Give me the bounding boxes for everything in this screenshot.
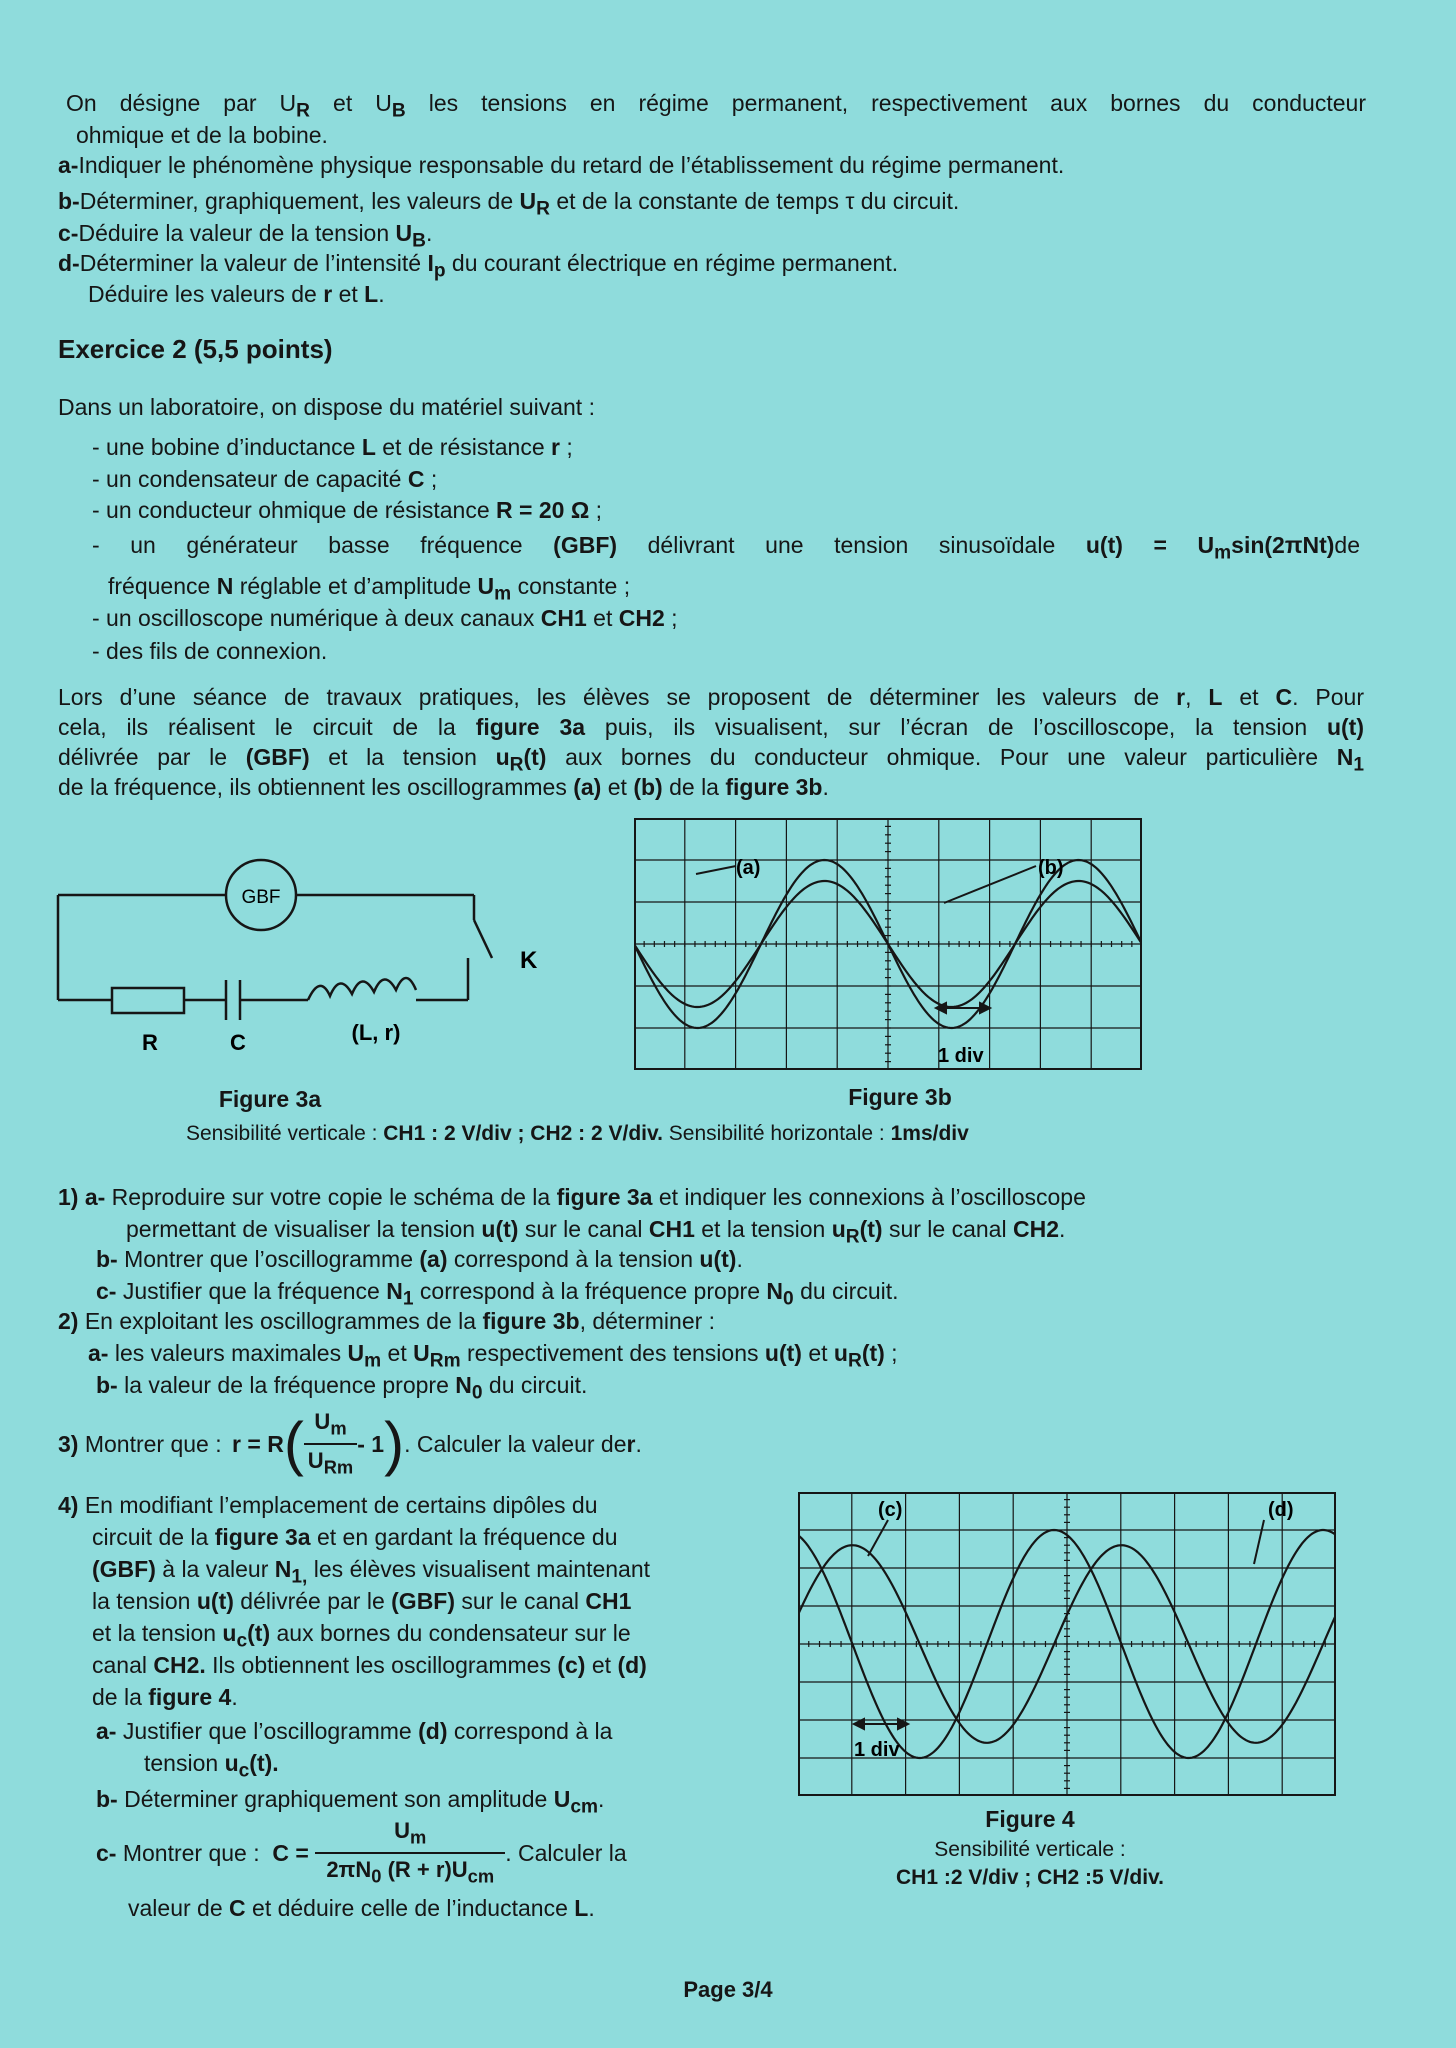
question-4b: b- Déterminer graphiquement son amplitude $U_{cm}$. [96, 1786, 605, 1818]
resistor-symbol [112, 988, 184, 1013]
figure-3b-caption: Figure 3b [848, 1084, 952, 1110]
inductor-label: (L, r) [351, 1020, 401, 1045]
question-4a-cont: tension $u_c(t)$. [144, 1750, 279, 1782]
question-2b: b- la valeur de la fréquence propre $N_0$ du circuit. [96, 1372, 588, 1404]
figure-4-sensitivity-values: CH1 :2 V/div ; CH2 :5 V/div. [895, 1866, 1164, 1889]
question-d-2: Déduire les valeurs de r et L. [88, 281, 385, 307]
question-1a-cont: permettant de visualiser la tension u(t) sur le canal CH1 et la tension $u_R(t)$ sur le canal CH2. [126, 1216, 1066, 1248]
question-b: b-Déterminer, graphiquement, les valeurs de $U_R$ et de la constante de temps τ du circuit. [58, 188, 960, 220]
figure-4-caption: Figure 4 [985, 1806, 1075, 1832]
paragraph-line: cela, ils réalisent le circuit de la figure 3a puis, ils visualisent, sur l’écran de l’oscilloscope, la tension u(t) [58, 714, 1364, 740]
question-4: 4) En modifiant l’emplacement de certains dipôles du [58, 1492, 598, 1518]
gbf-label: GBF [241, 887, 281, 908]
switch-k [474, 920, 492, 958]
page-number: Page 3/4 [683, 1977, 773, 2002]
question-2a: a- les valeurs maximales $U_m$ et $U_{Rm}$ respectivement des tensions u(t) et $u_R(t)$ ; [88, 1340, 898, 1372]
question-a: a-Indiquer le phénomène physique responsable du retard de l’établissement du régime permanent. [58, 152, 1065, 178]
figure-3a-caption: Figure 3a [218, 1086, 322, 1112]
division-label: 1 div [854, 1739, 900, 1761]
list-item: - un conducteur ohmique de résistance R = 20 Ω ; [92, 497, 603, 523]
paragraph-line: délivrée par le (GBF) et la tension $u_R(t)$ aux bornes du conducteur ohmique. Pour une valeur particulière $N_1$ [58, 744, 1365, 776]
question-4-line: la tension u(t) délivrée par le (GBF) sur le canal CH1 [92, 1588, 632, 1614]
question-4-line: et la tension $u_c(t)$ aux bornes du condensateur sur le [92, 1620, 631, 1652]
paren-left: ( [283, 1410, 304, 1477]
curve-b-label: (b) [1038, 857, 1064, 879]
formula-fraction: $\frac{U_m}{U_{Rm}}$ [304, 1406, 357, 1483]
intro-line-2: ohmique et de la bobine. [76, 122, 328, 148]
question-c: c-Déduire la valeur de la tension $U_B$. [58, 220, 433, 252]
list-item: - un oscilloscope numérique à deux canaux CH1 et CH2 ; [92, 605, 678, 631]
figure-3-sensitivity: Sensibilité verticale : CH1 : 2 V/div ; CH2 : 2 V/div. Sensibilité horizontale : 1ms/div [186, 1122, 969, 1145]
question-4-line: de la figure 4. [92, 1684, 238, 1710]
list-item: - un condensateur de capacité C ; [92, 466, 438, 492]
list-item-continued: fréquence N réglable et d’amplitude $U_m$ constante ; [108, 573, 631, 605]
question-3: 3) Montrer que : r = R ( $\frac{U_m}{U_{Rm}}$ - 1 ) . Calculer la valeur de r . [58, 1404, 642, 1484]
oscillogram-4 [798, 1492, 1336, 1796]
oscillogram-3b [634, 818, 1142, 1070]
exercise-intro: Dans un laboratoire, on dispose du matériel suivant : [58, 394, 595, 420]
inductor-coil [308, 978, 416, 1000]
figure-4-sensitivity: Sensibilité verticale : [934, 1838, 1126, 1861]
question-4c-cont: valeur de C et déduire celle de l’inductance L. [128, 1895, 595, 1921]
question-4c: c- Montrer que : C = $\frac{U_m}{2\pi N_0 (R + r)U_{cm}}$ . Calculer la [96, 1818, 627, 1888]
paragraph-line: Lors d’une séance de travaux pratiques, les élèves se proposent de déterminer les valeurs de r, L et C. Pour [58, 684, 1365, 710]
question-2: 2) En exploitant les oscillogrammes de la figure 3b, déterminer : [58, 1308, 716, 1334]
curve-a-label: (a) [736, 857, 761, 879]
intro-line-1: On désigne par $U_R$ et $U_B$ les tensions en régime permanent, respectivement aux bornes du conducteur [66, 90, 1366, 122]
question-4-line: canal CH2. Ils obtiennent les oscillogrammes (c) et (d) [92, 1652, 647, 1678]
exercise-title: Exercice 2 (5,5 points) [58, 334, 333, 364]
list-item: - un générateur basse fréquence (GBF) délivrant une tension sinusoïdale $u(t) = U_m\sin(2\pi Nt)de$ [92, 532, 1360, 564]
question-1b: b- Montrer que l’oscillogramme (a) correspond à la tension u(t). [96, 1246, 743, 1272]
question-4-line: (GBF) à la valeur $N_{1,}$ les élèves visualisent maintenant [92, 1556, 651, 1588]
curve-d-label: (d) [1268, 1499, 1294, 1521]
paragraph-line: de la fréquence, ils obtiennent les oscillogrammes (a) et (b) de la figure 3b. [58, 774, 829, 800]
question-4-line: circuit de la figure 3a et en gardant la fréquence du [92, 1524, 618, 1550]
resistor-label: R [142, 1030, 158, 1055]
question-1c: c- Justifier que la fréquence $N_1$ correspond à la fréquence propre $N_0$ du circuit. [96, 1278, 899, 1310]
circuit-diagram-3a [40, 840, 580, 1080]
switch-label: K [520, 947, 538, 974]
formula-fraction-c: $\frac{U_m}{2\pi N_0 (R + r)U_{cm}}$ [315, 1815, 505, 1892]
question-4a: a- Justifier que l’oscillogramme (d) correspond à la [96, 1718, 613, 1744]
curve-c-label: (c) [878, 1499, 903, 1521]
question-1a: 1) a- Reproduire sur votre copie le schéma de la figure 3a et indiquer les connexions à l’oscilloscope [58, 1184, 1086, 1210]
paren-right: ) [384, 1410, 405, 1477]
list-item: - une bobine d’inductance L et de résistance r ; [92, 434, 573, 460]
list-item: - des fils de connexion. [92, 638, 328, 664]
division-label: 1 div [938, 1045, 984, 1067]
question-d: d-Déterminer la valeur de l’intensité $I_p$ du courant électrique en régime permanent. [58, 250, 899, 282]
capacitor-label: C [230, 1030, 246, 1055]
